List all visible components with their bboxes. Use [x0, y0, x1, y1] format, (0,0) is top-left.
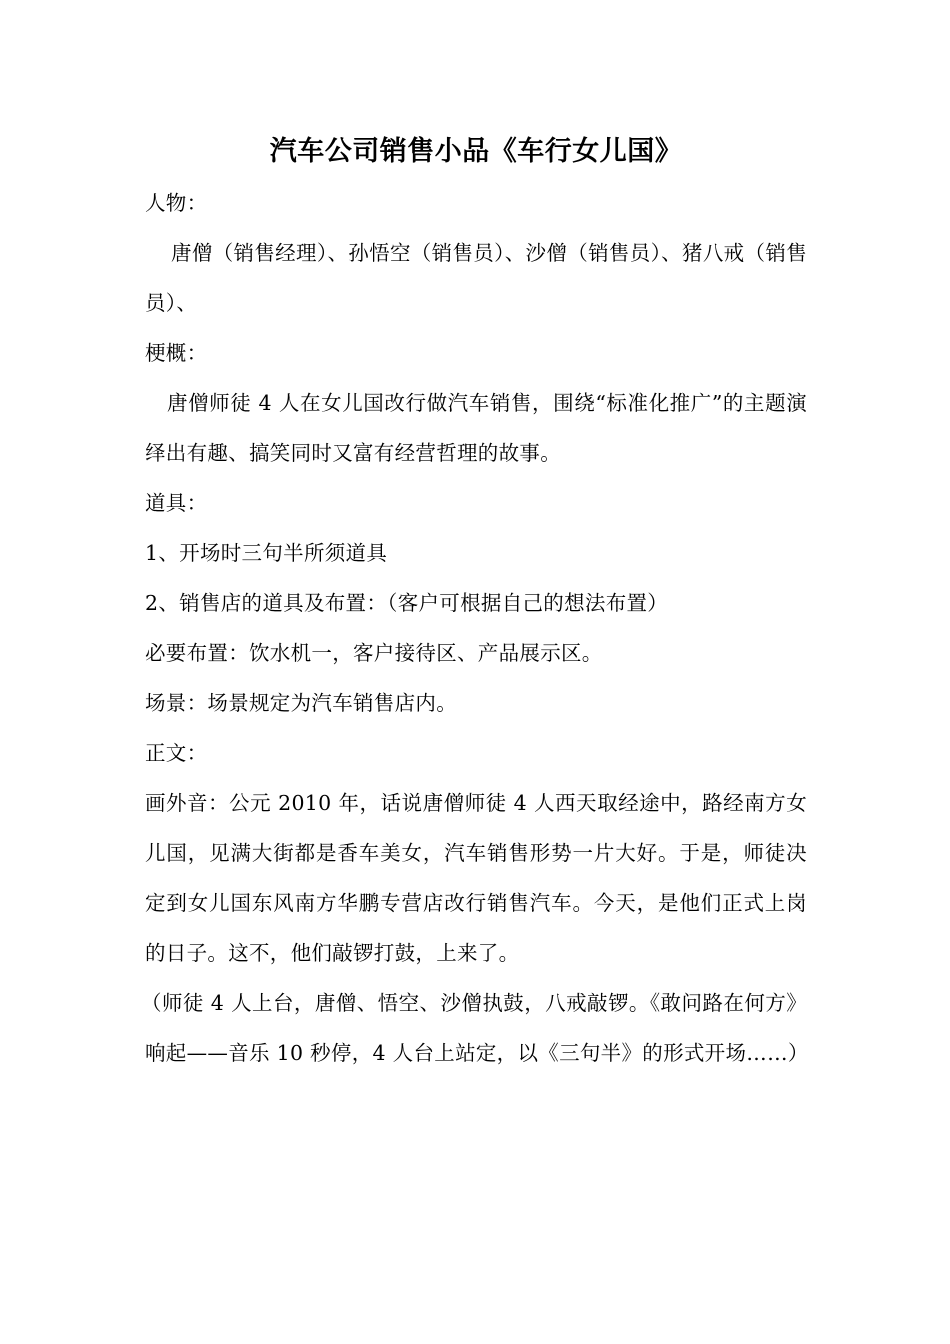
- paragraph-voiceover: 画外音：公元 2010 年，话说唐僧师徒 4 人西天取经途中，路经南方女儿国，见满大街都是香车美女，汽车销售形势一片大好。于是，师徒决定到女儿国东风南方华鹏专营店改行销售汽车。今天，是他们正式上岗的日子。这不，他们敲锣打鼓，上来了。: [145, 791, 807, 965]
- document-page: [141, 128, 809, 1078]
- paragraph-characters-list: 唐僧（销售经理）、孙悟空（销售员）、沙僧（销售员）、猪八戒（销售员）、: [145, 241, 807, 315]
- paragraph-required-setup: 必要布置：饮水机一，客户接待区、产品展示区。: [145, 641, 603, 665]
- paragraph-stage-direction: （师徒 4 人上台，唐僧、悟空、沙僧执鼓，八戒敲锣。《敢问路在何方》响起——音乐 10 秒停，4 人台上站定，以《三句半》的形式开场……）: [141, 991, 809, 1065]
- paragraph-synopsis-heading: 梗概：: [145, 341, 208, 365]
- document-title: 汽车公司销售小品《车行女儿国》: [269, 136, 683, 167]
- paragraph-main-text-heading: 正文：: [145, 741, 208, 765]
- paragraph-props-heading: 道具：: [145, 491, 208, 515]
- paragraph-props-item-1: 1、开场时三句半所须道具: [145, 541, 388, 565]
- paragraph-synopsis-text: 唐僧师徒 4 人在女儿国改行做汽车销售，围绕“标准化推广”的主题演绎出有趣、搞笑同时又富有经营哲理的故事。: [145, 391, 807, 465]
- paragraph-props-item-2: 2、销售店的道具及布置：（客户可根据自己的想法布置）: [145, 591, 669, 615]
- paragraph-characters-heading: 人物：: [145, 191, 208, 215]
- paragraph-scene: 场景：场景规定为汽车销售店内。: [145, 691, 457, 715]
